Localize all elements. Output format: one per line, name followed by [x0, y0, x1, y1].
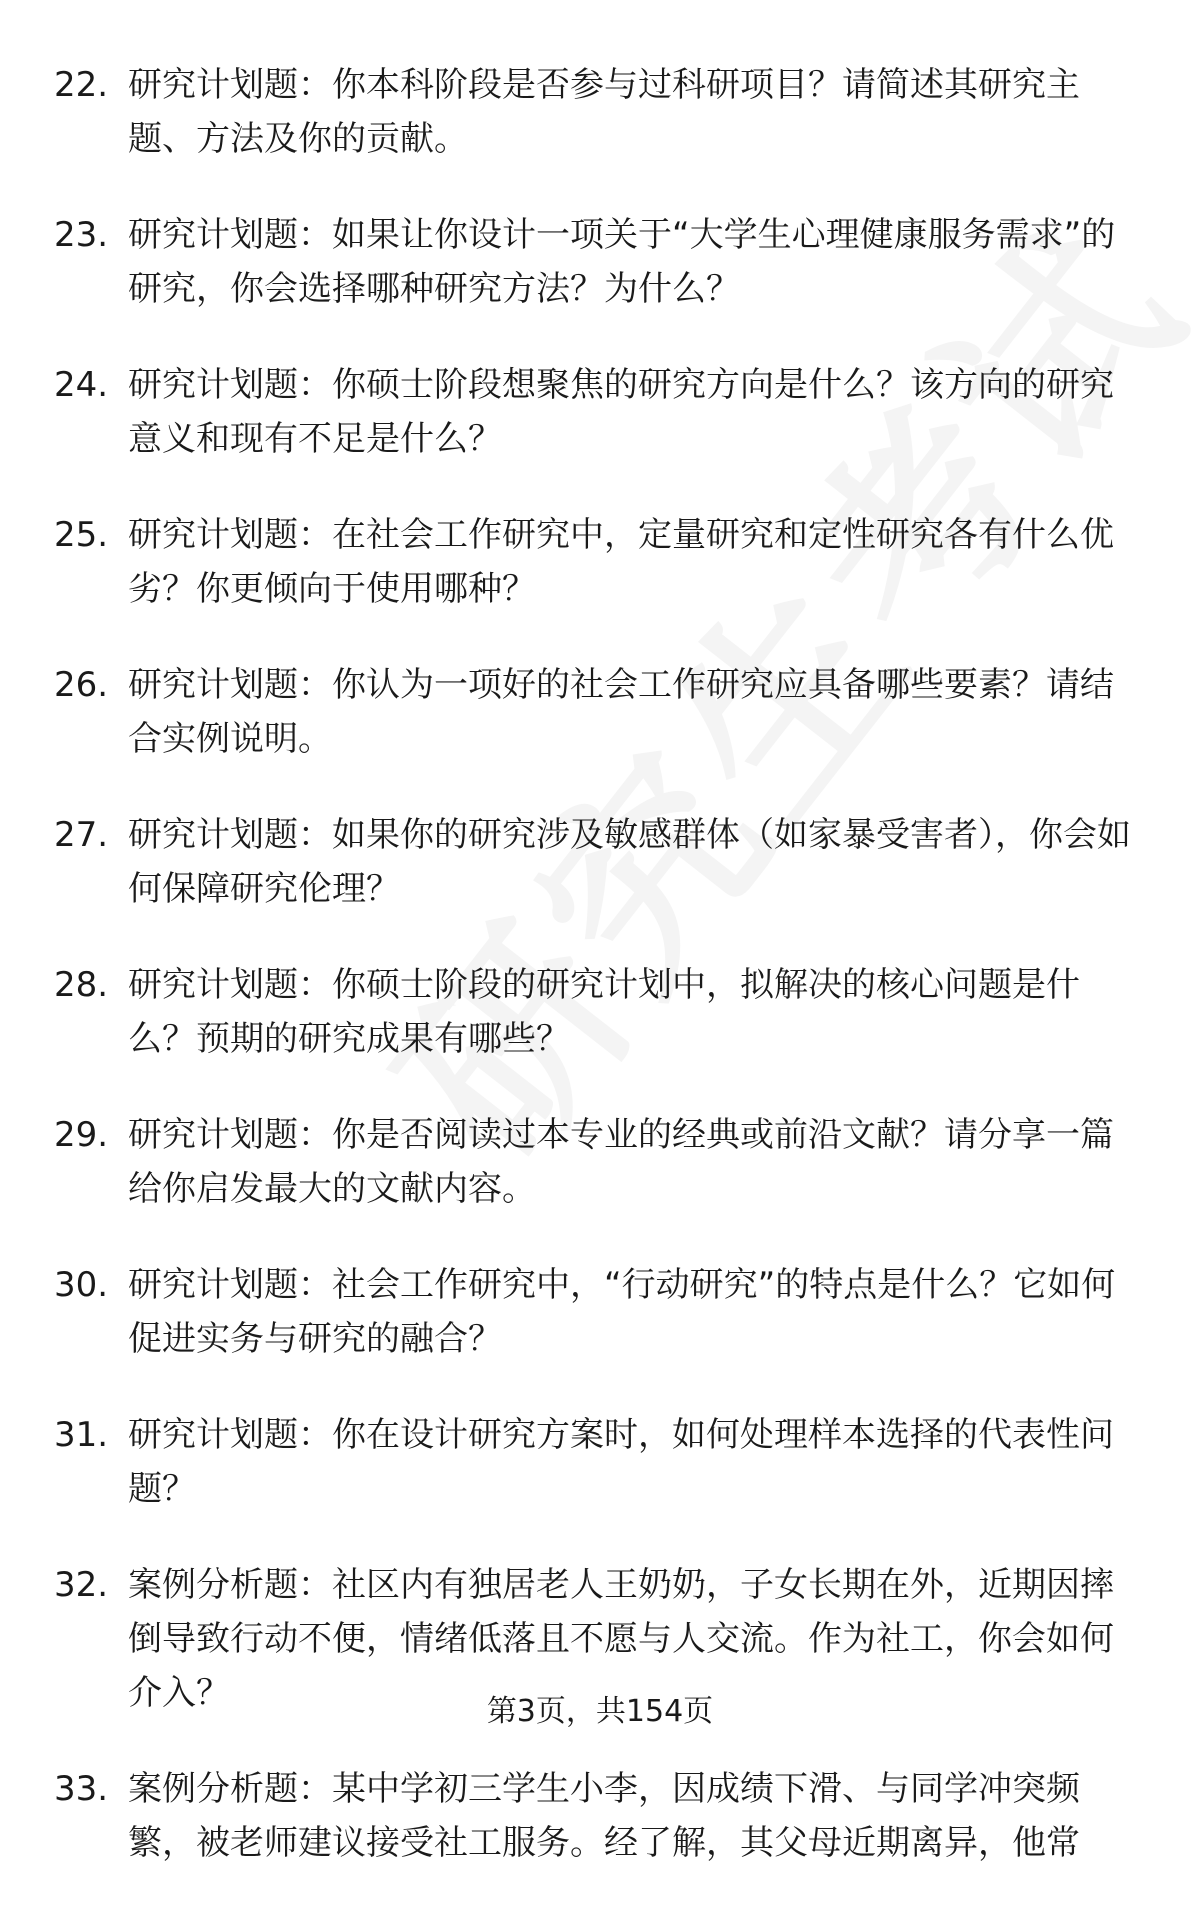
question-list: [0, 58, 1200, 1912]
question-text: 研究计划题：在社会工作研究中，定量研究和定性研究各有什么优劣？你更倾向于使用哪种？: [128, 515, 1114, 609]
question-text: 研究计划题：如果你的研究涉及敏感群体（如家暴受害者），你会如何保障研究伦理？: [128, 815, 1131, 909]
question-text: 研究计划题：社会工作研究中，“行动研究”的特点是什么？它如何促进实务与研究的融合？: [128, 1265, 1116, 1359]
question-text: 案例分析题：某中学初三学生小李，因成绩下滑、与同学冲突频繁，被老师建议接受社工服务。经了解，其父母近期离异，他常: [128, 1769, 1080, 1863]
question-number: 22.: [54, 65, 109, 105]
question-text: 研究计划题：你硕士阶段的研究计划中，拟解决的核心问题是什么？预期的研究成果有哪些？: [128, 965, 1080, 1059]
question-number: 26.: [54, 665, 109, 705]
question-text: 研究计划题：你本科阶段是否参与过科研项目？请简述其研究主题、方法及你的贡献。: [128, 65, 1080, 159]
question-number: 33.: [54, 1769, 109, 1809]
question-text: 研究计划题：你硕士阶段想聚焦的研究方向是什么？该方向的研究意义和现有不足是什么？: [128, 365, 1114, 459]
question-item: [0, 958, 1200, 1066]
question-number: 24.: [54, 365, 109, 405]
question-number: 32.: [54, 1565, 109, 1605]
question-item: [0, 1762, 1200, 1870]
question-item: [0, 208, 1200, 316]
question-number: 27.: [54, 815, 109, 855]
question-text: 研究计划题：你是否阅读过本专业的经典或前沿文献？请分享一篇给你启发最大的文献内容。: [128, 1115, 1114, 1209]
question-text: 案例分析题：社区内有独居老人王奶奶，子女长期在外，近期因摔倒导致行动不便，情绪低落且不愿与人交流。作为社工，你会如何介入？: [128, 1565, 1114, 1713]
question-item: [0, 1408, 1200, 1516]
question-text: 研究计划题：如果让你设计一项关于“大学生心理健康服务需求”的研究，你会选择哪种研究方法？为什么？: [128, 215, 1116, 309]
question-item: [0, 808, 1200, 916]
page-footer: 第3页，共154页: [486, 1694, 714, 1729]
question-text: 研究计划题：你认为一项好的社会工作研究应具备哪些要素？请结合实例说明。: [128, 665, 1114, 759]
question-number: 29.: [54, 1115, 109, 1155]
question-number: 28.: [54, 965, 109, 1005]
question-number: 23.: [54, 215, 109, 255]
question-item: [0, 658, 1200, 766]
question-item: [0, 358, 1200, 466]
question-item: [0, 1108, 1200, 1216]
question-item: [0, 508, 1200, 616]
question-number: 31.: [54, 1415, 109, 1455]
question-text: 研究计划题：你在设计研究方案时，如何处理样本选择的代表性问题？: [128, 1415, 1114, 1509]
question-number: 25.: [54, 515, 109, 555]
question-item: [0, 58, 1200, 166]
question-number: 30.: [54, 1265, 109, 1305]
question-item: [0, 1258, 1200, 1366]
